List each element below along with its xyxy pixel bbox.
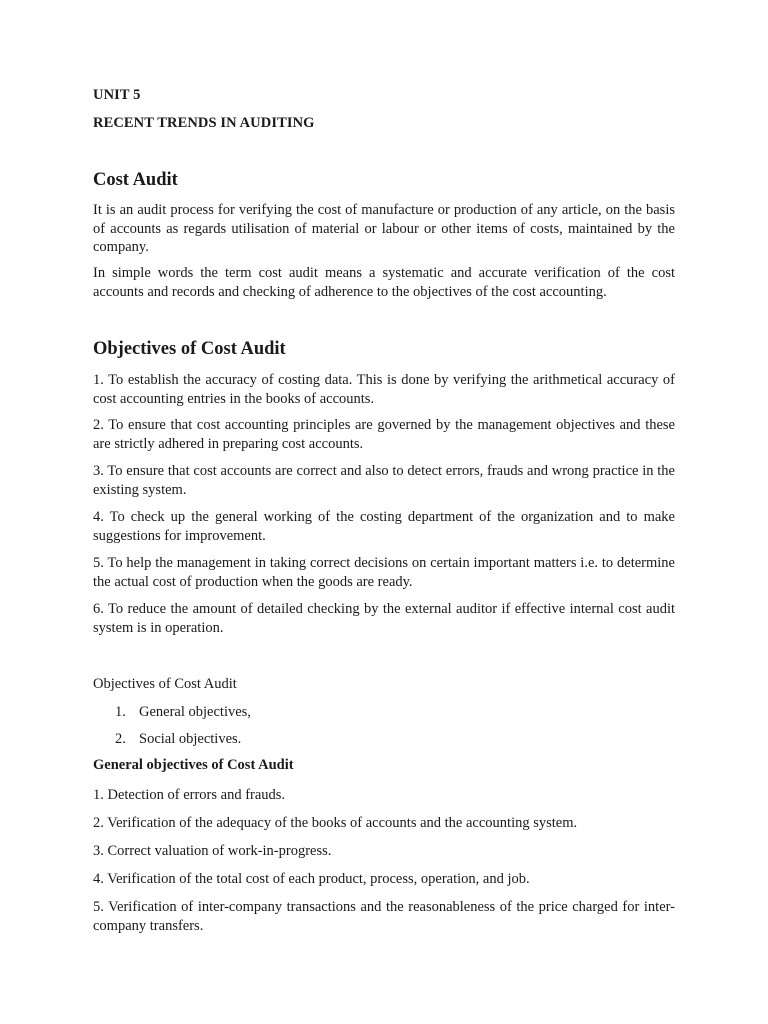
list-item xyxy=(115,730,697,749)
list-item xyxy=(93,898,675,935)
list-item xyxy=(115,703,697,722)
list-text: Social objectives. xyxy=(139,731,242,747)
list-item xyxy=(93,462,675,499)
objective-item-3: 3. To ensure that cost accounts are correct and also to detect errors, frauds and wrong practice in the existing system. xyxy=(93,463,675,498)
objectives-types-label: Objectives of Cost Audit xyxy=(93,676,237,692)
list-item xyxy=(93,786,675,805)
paragraph: It is an audit process for verifying the cost of manufacture or production of any article, on the basis of accounts as regards utilisation of material or labour or other items of costs, maintained by the company. xyxy=(93,202,675,255)
paragraph: In simple words the term cost audit means a systematic and accurate verification of the cost accounts and records and checking of adherence to the objectives of the cost accounting. xyxy=(93,265,675,300)
cost-audit-paragraph-1 xyxy=(93,201,675,257)
cost-audit-heading: Cost Audit xyxy=(93,170,178,190)
list-item xyxy=(93,371,675,408)
list-item xyxy=(93,814,675,833)
list-number: 2. xyxy=(115,731,126,747)
list-item xyxy=(93,870,675,889)
objective-item-1: 1. To establish the accuracy of costing data. This is done by verifying the arithmetical accuracy of cost accounting entries in the books of accounts. xyxy=(93,372,675,407)
general-objective-item-1: 1. Detection of errors and frauds. xyxy=(93,787,286,803)
general-objective-item-3: 3. Correct valuation of work-in-progress. xyxy=(93,843,332,859)
list-item xyxy=(93,416,675,453)
unit-title: RECENT TRENDS IN AUDITING xyxy=(93,115,315,131)
cost-audit-section xyxy=(93,170,675,191)
objectives-section xyxy=(93,339,675,360)
cost-audit-paragraph-2 xyxy=(93,264,675,301)
general-objective-item-2: 2. Verification of the adequacy of the books of accounts and the accounting system. xyxy=(93,815,578,831)
general-objective-item-5: 5. Verification of inter-company transactions and the reasonableness of the price charged for inter-company transfers. xyxy=(93,899,675,934)
list-item xyxy=(93,600,675,637)
objectives-heading: Objectives of Cost Audit xyxy=(93,339,286,359)
objectives-types-label-block xyxy=(93,675,675,694)
list-item xyxy=(93,842,675,861)
objective-item-6: 6. To reduce the amount of detailed checking by the external auditor if effective internal cost audit system is in operation. xyxy=(93,601,675,636)
objective-item-2: 2. To ensure that cost accounting principles are governed by the management objectives and these are strictly adhered in preparing cost accounts. xyxy=(93,417,675,452)
list-number: 1. xyxy=(115,704,126,720)
objective-item-4: 4. To check up the general working of the costing department of the organization and to make suggestions for improvement. xyxy=(93,509,675,544)
list-item xyxy=(93,508,675,545)
unit-label: UNIT 5 xyxy=(93,87,141,103)
general-objectives-heading: General objectives of Cost Audit xyxy=(93,757,294,773)
objective-item-5: 5. To help the management in taking correct decisions on certain important matters i.e. to determine the actual cost of production when the goods are ready. xyxy=(93,555,675,590)
general-objective-item-4: 4. Verification of the total cost of each product, process, operation, and job. xyxy=(93,871,530,887)
list-item xyxy=(93,554,675,591)
list-text: General objectives, xyxy=(139,704,251,720)
general-objectives-section xyxy=(93,757,675,774)
